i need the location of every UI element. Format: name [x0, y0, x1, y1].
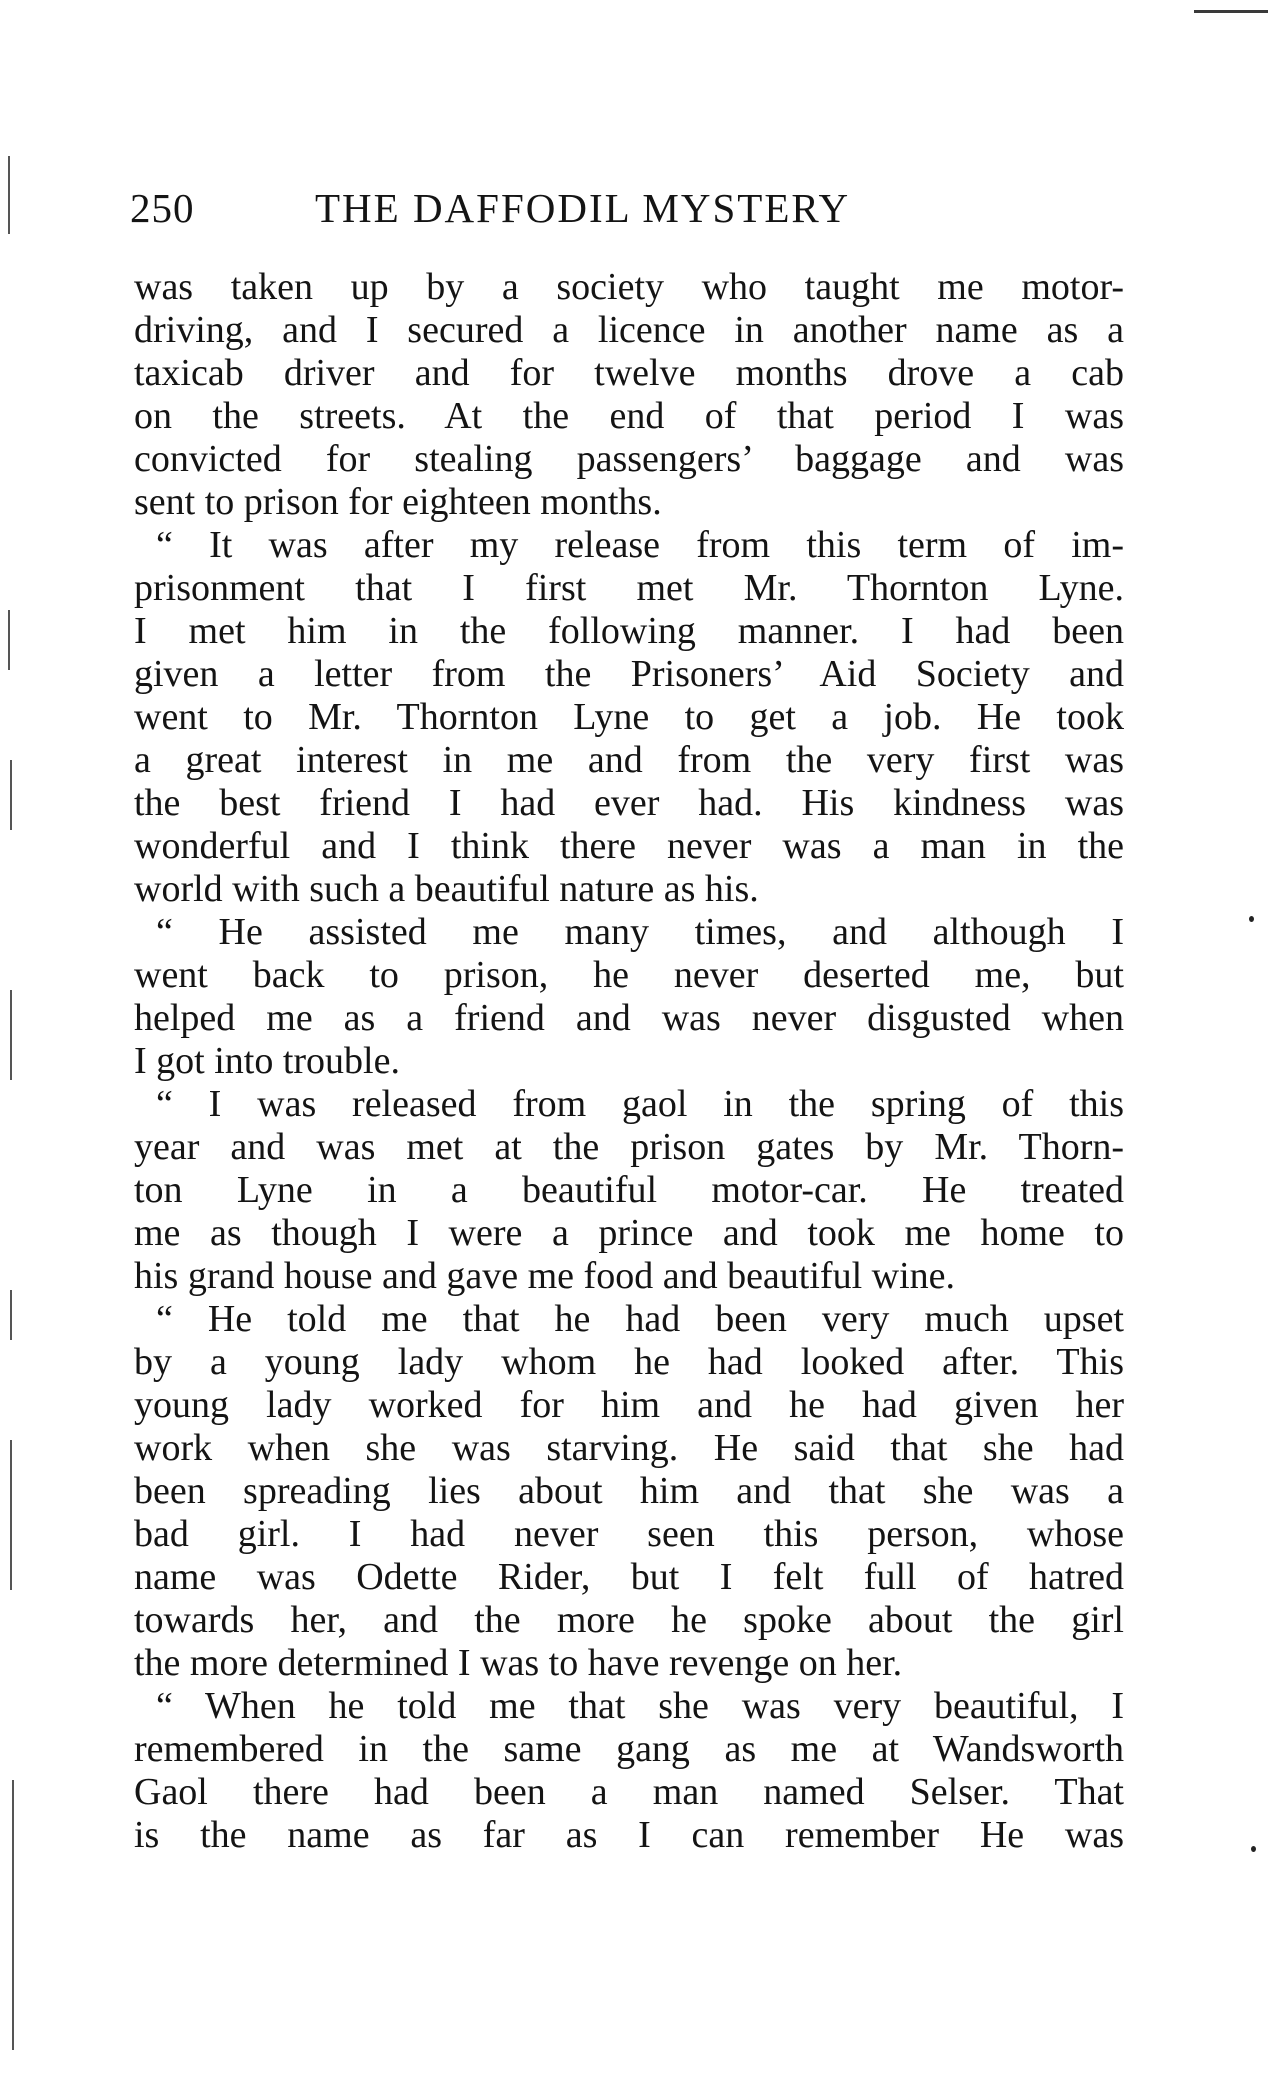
- text-line: is the name as far as I can remember He was: [134, 1814, 1124, 1856]
- text-line: went back to prison, he never deserted me, but: [134, 954, 1124, 996]
- text-line: towards her, and the more he spoke about the girl: [134, 1599, 1124, 1641]
- text-line: on the streets. At the end of that period I was: [134, 395, 1124, 437]
- text-line: driving, and I secured a licence in another name as a: [134, 309, 1124, 351]
- gutter-mark: [10, 1290, 12, 1340]
- text-line: me as though I were a prince and took me home to: [134, 1212, 1124, 1254]
- text-line: given a letter from the Prisoners’ Aid Society and: [134, 653, 1124, 695]
- text-line: world with such a beautiful nature as his.: [134, 868, 759, 910]
- text-line: bad girl. I had never seen this person, whose: [134, 1513, 1124, 1555]
- page-header: [130, 178, 1130, 238]
- text-line: the best friend I had ever had. His kindness was: [134, 782, 1124, 824]
- text-line: prisonment that I first met Mr. Thornton Lyne.: [134, 567, 1124, 609]
- paragraph-start-line: “ When he told me that she was very beautiful, I: [156, 1685, 1124, 1727]
- gutter-mark: [10, 990, 12, 1080]
- ink-speck: [1251, 1846, 1256, 1852]
- text-line: a great interest in me and from the very first was: [134, 739, 1124, 781]
- paragraph-start-line: “ He told me that he had been very much upset: [156, 1298, 1124, 1340]
- gutter-mark: [12, 1780, 14, 2050]
- text-line: wonderful and I think there never was a man in the: [134, 825, 1124, 867]
- text-line: helped me as a friend and was never disgusted when: [134, 997, 1124, 1039]
- text-line: by a young lady whom he had looked after. This: [134, 1341, 1124, 1383]
- text-line: went to Mr. Thornton Lyne to get a job. He took: [134, 696, 1124, 738]
- body-text: [134, 266, 1124, 1857]
- text-line: convicted for stealing passengers’ baggage and was: [134, 438, 1124, 480]
- paragraph-start-line: “ It was after my release from this term of im-: [156, 524, 1124, 566]
- gutter-mark: [8, 610, 10, 670]
- text-line: his grand house and gave me food and beautiful wine.: [134, 1255, 955, 1297]
- text-line: work when she was starving. He said that she had: [134, 1427, 1124, 1469]
- text-line: the more determined I was to have revenge on her.: [134, 1642, 903, 1684]
- ink-speck: [1249, 916, 1254, 922]
- top-edge-rule: [1194, 10, 1268, 13]
- text-line: taxicab driver and for twelve months drove a cab: [134, 352, 1124, 394]
- text-line: was taken up by a society who taught me motor-: [134, 266, 1124, 308]
- text-line: year and was met at the prison gates by Mr. Thorn-: [134, 1126, 1124, 1168]
- text-line: Gaol there had been a man named Selser. That: [134, 1771, 1124, 1813]
- text-line: I got into trouble.: [134, 1040, 400, 1082]
- text-line: name was Odette Rider, but I felt full of hatred: [134, 1556, 1124, 1598]
- gutter-mark: [10, 760, 12, 830]
- running-head: THE DAFFODIL MYSTERY: [315, 185, 851, 231]
- paragraph-start-line: “ I was released from gaol in the spring of this: [156, 1083, 1124, 1125]
- gutter-mark: [10, 1440, 12, 1590]
- text-line: ton Lyne in a beautiful motor-car. He treated: [134, 1169, 1124, 1211]
- text-line: been spreading lies about him and that she was a: [134, 1470, 1124, 1512]
- paragraph-start-line: “ He assisted me many times, and although I: [156, 911, 1124, 953]
- text-line: remembered in the same gang as me at Wandsworth: [134, 1728, 1124, 1770]
- text-line: sent to prison for eighteen months.: [134, 481, 662, 523]
- gutter-mark: [8, 156, 10, 234]
- text-line: young lady worked for him and he had given her: [134, 1384, 1124, 1426]
- text-line: I met him in the following manner. I had been: [134, 610, 1124, 652]
- page-number: 250: [130, 185, 195, 231]
